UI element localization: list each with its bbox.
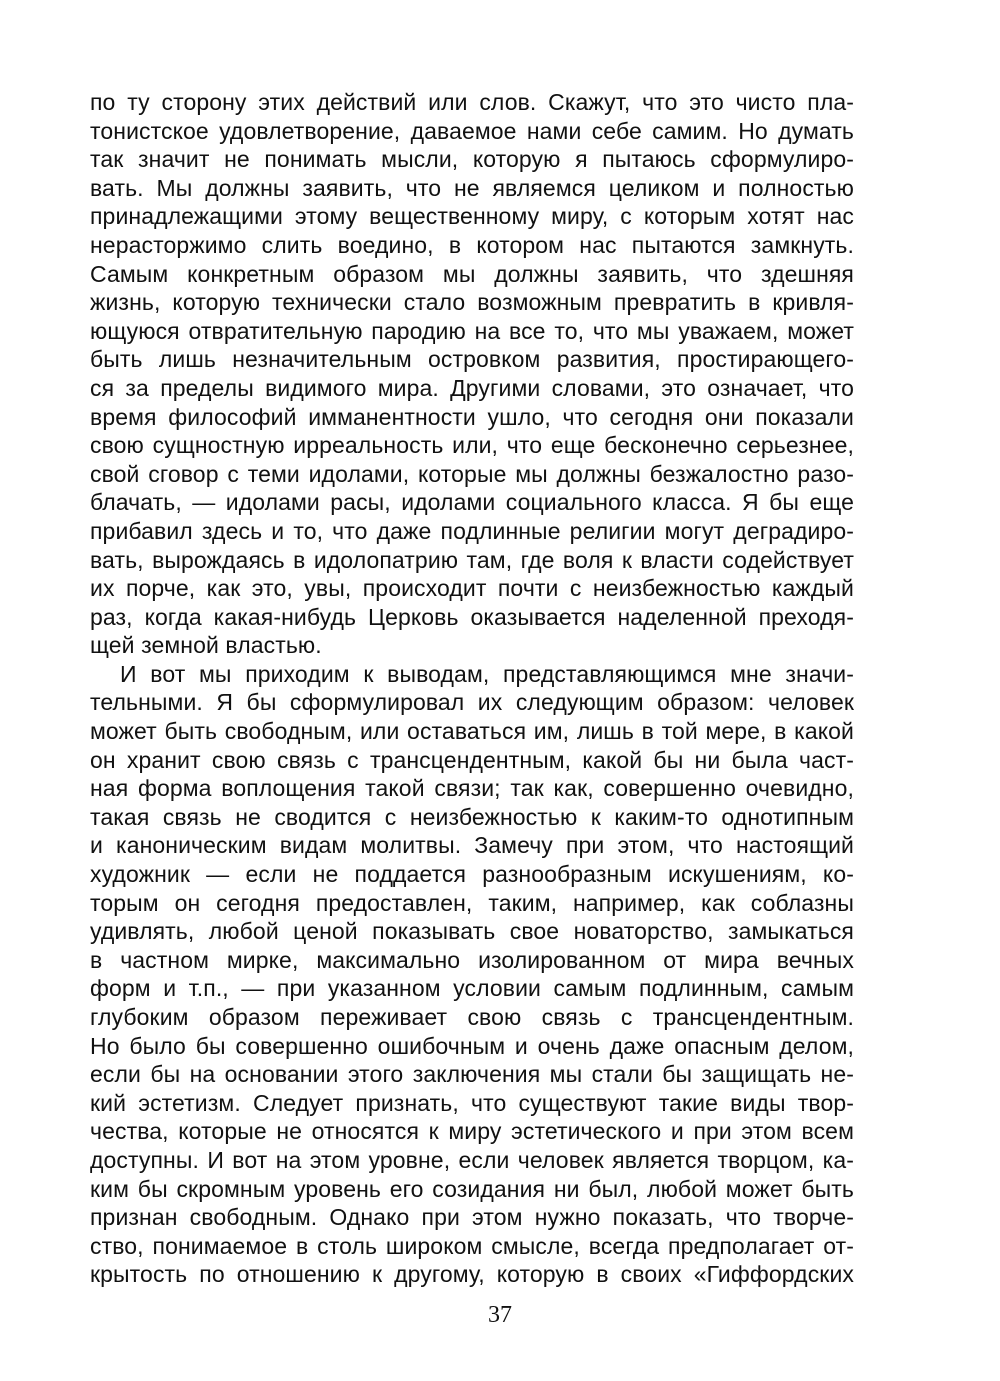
text-line: кий эстетизм. Следует признать, что существуют такие виды твор- <box>90 1089 854 1116</box>
text-line: может быть свободным, или оставаться им, лишь в той мере, в какой <box>90 718 854 745</box>
text-line: блачать, — идолами расы, идолами социального класса. Я бы еще <box>90 489 854 516</box>
text-line: Но было бы совершенно ошибочным и очень даже опасным делом, <box>90 1032 854 1059</box>
text-line: чества, которые не относятся к миру эстетического и при этом всем <box>90 1118 854 1145</box>
text-line: время философий имманентности ушло, что сегодня они показали <box>90 403 854 430</box>
text-line: по ту сторону этих действий или слов. Скажут, что это чисто пла- <box>90 89 854 115</box>
text-line: раз, когда какая-нибудь Церковь оказывается наделенной преходя- <box>90 603 854 630</box>
text-line: так значит не понимать мысли, которую я пытаюсь сформулиро- <box>90 146 854 173</box>
text-line: удивлять, любой ценой показывать свое новаторство, замыкаться <box>90 918 854 945</box>
text-line: прибавил здесь и то, что даже подлинные религии могут деградиро- <box>90 517 854 544</box>
text-line: ство, понимаемое в столь широком смысле, всегда предполагает от- <box>90 1232 854 1259</box>
text-line: щей земной властью. <box>90 632 322 659</box>
paragraph-1 <box>90 88 854 660</box>
text-line: ная форма воплощения такой связи; так как, совершенно очевидно, <box>90 775 854 802</box>
text-line: вать. Мы должны заявить, что не являемся целиком и полностью <box>90 174 854 201</box>
text-line: нерасторжимо слить воедино, в котором нас пытаются замкнуть. <box>90 231 854 258</box>
text-line: он хранит свою связь с трансцендентным, какой бы ни была част- <box>90 746 854 773</box>
text-line: в частном мирке, максимально изолированном от мира вечных <box>90 946 854 973</box>
text-line: жизнь, которую технически стало возможным превратить в кривля- <box>90 289 854 316</box>
text-line: И вот мы приходим к выводам, представляющимся мне значи- <box>120 660 854 687</box>
text-line: и каноническим видам молитвы. Замечу при этом, что настоящий <box>90 832 854 859</box>
body-text <box>90 88 854 1289</box>
text-line: свой сговор с теми идолами, которые мы должны безжалостно разо- <box>90 460 854 487</box>
text-line: Самым конкретным образом мы должны заявить, что здешняя <box>90 260 854 287</box>
paragraph-2 <box>90 660 854 1289</box>
text-line: глубоким образом переживает свою связь с трансцендентным. <box>90 1004 854 1030</box>
text-line: быть лишь незначительным островком развития, простирающего- <box>90 346 854 373</box>
text-line: такая связь не сводится с неизбежностью к каким-то однотипным <box>90 803 854 830</box>
text-line: доступны. И вот на этом уровне, если человек является творцом, ка- <box>90 1146 854 1173</box>
text-line: торым он сегодня предоставлен, таким, например, как соблазны <box>90 889 854 916</box>
text-line: художник — если не поддается разнообразным искушениям, ко- <box>90 861 854 888</box>
text-line: принадлежащими этому вещественному миру, с которым хотят нас <box>90 203 854 230</box>
text-line: ким бы скромным уровень его созидания ни был, любой может быть <box>90 1175 854 1202</box>
text-line: вать, вырождаясь в идолопатрию там, где воля к власти содействует <box>90 546 854 573</box>
text-line: ющуюся отвратительную пародию на все то, что мы уважаем, может <box>90 317 854 344</box>
text-line: ся за пределы видимого мира. Другими словами, это означает, что <box>90 374 854 401</box>
text-line: форм и т.п., — при указанном условии самым подлинным, самым <box>90 975 854 1002</box>
text-line: их порче, как это, увы, происходит почти с неизбежностью каждый <box>90 575 854 602</box>
text-line: если бы на основании этого заключения мы стали бы защищать не- <box>90 1061 854 1088</box>
text-line: свою сущностную ирреальность или, что еще бесконечно серьезнее, <box>90 432 854 459</box>
text-line: тельными. Я бы сформулировал их следующим образом: человек <box>90 689 854 716</box>
text-line: крытость по отношению к другому, которую в своих «Гиффордских <box>90 1261 854 1288</box>
page-number: 37 <box>488 1302 512 1328</box>
text-line: тонистское удовлетворение, даваемое нами себе самим. Но думать <box>90 117 854 144</box>
text-line: признан свободным. Однако при этом нужно показать, что творче- <box>90 1204 854 1231</box>
